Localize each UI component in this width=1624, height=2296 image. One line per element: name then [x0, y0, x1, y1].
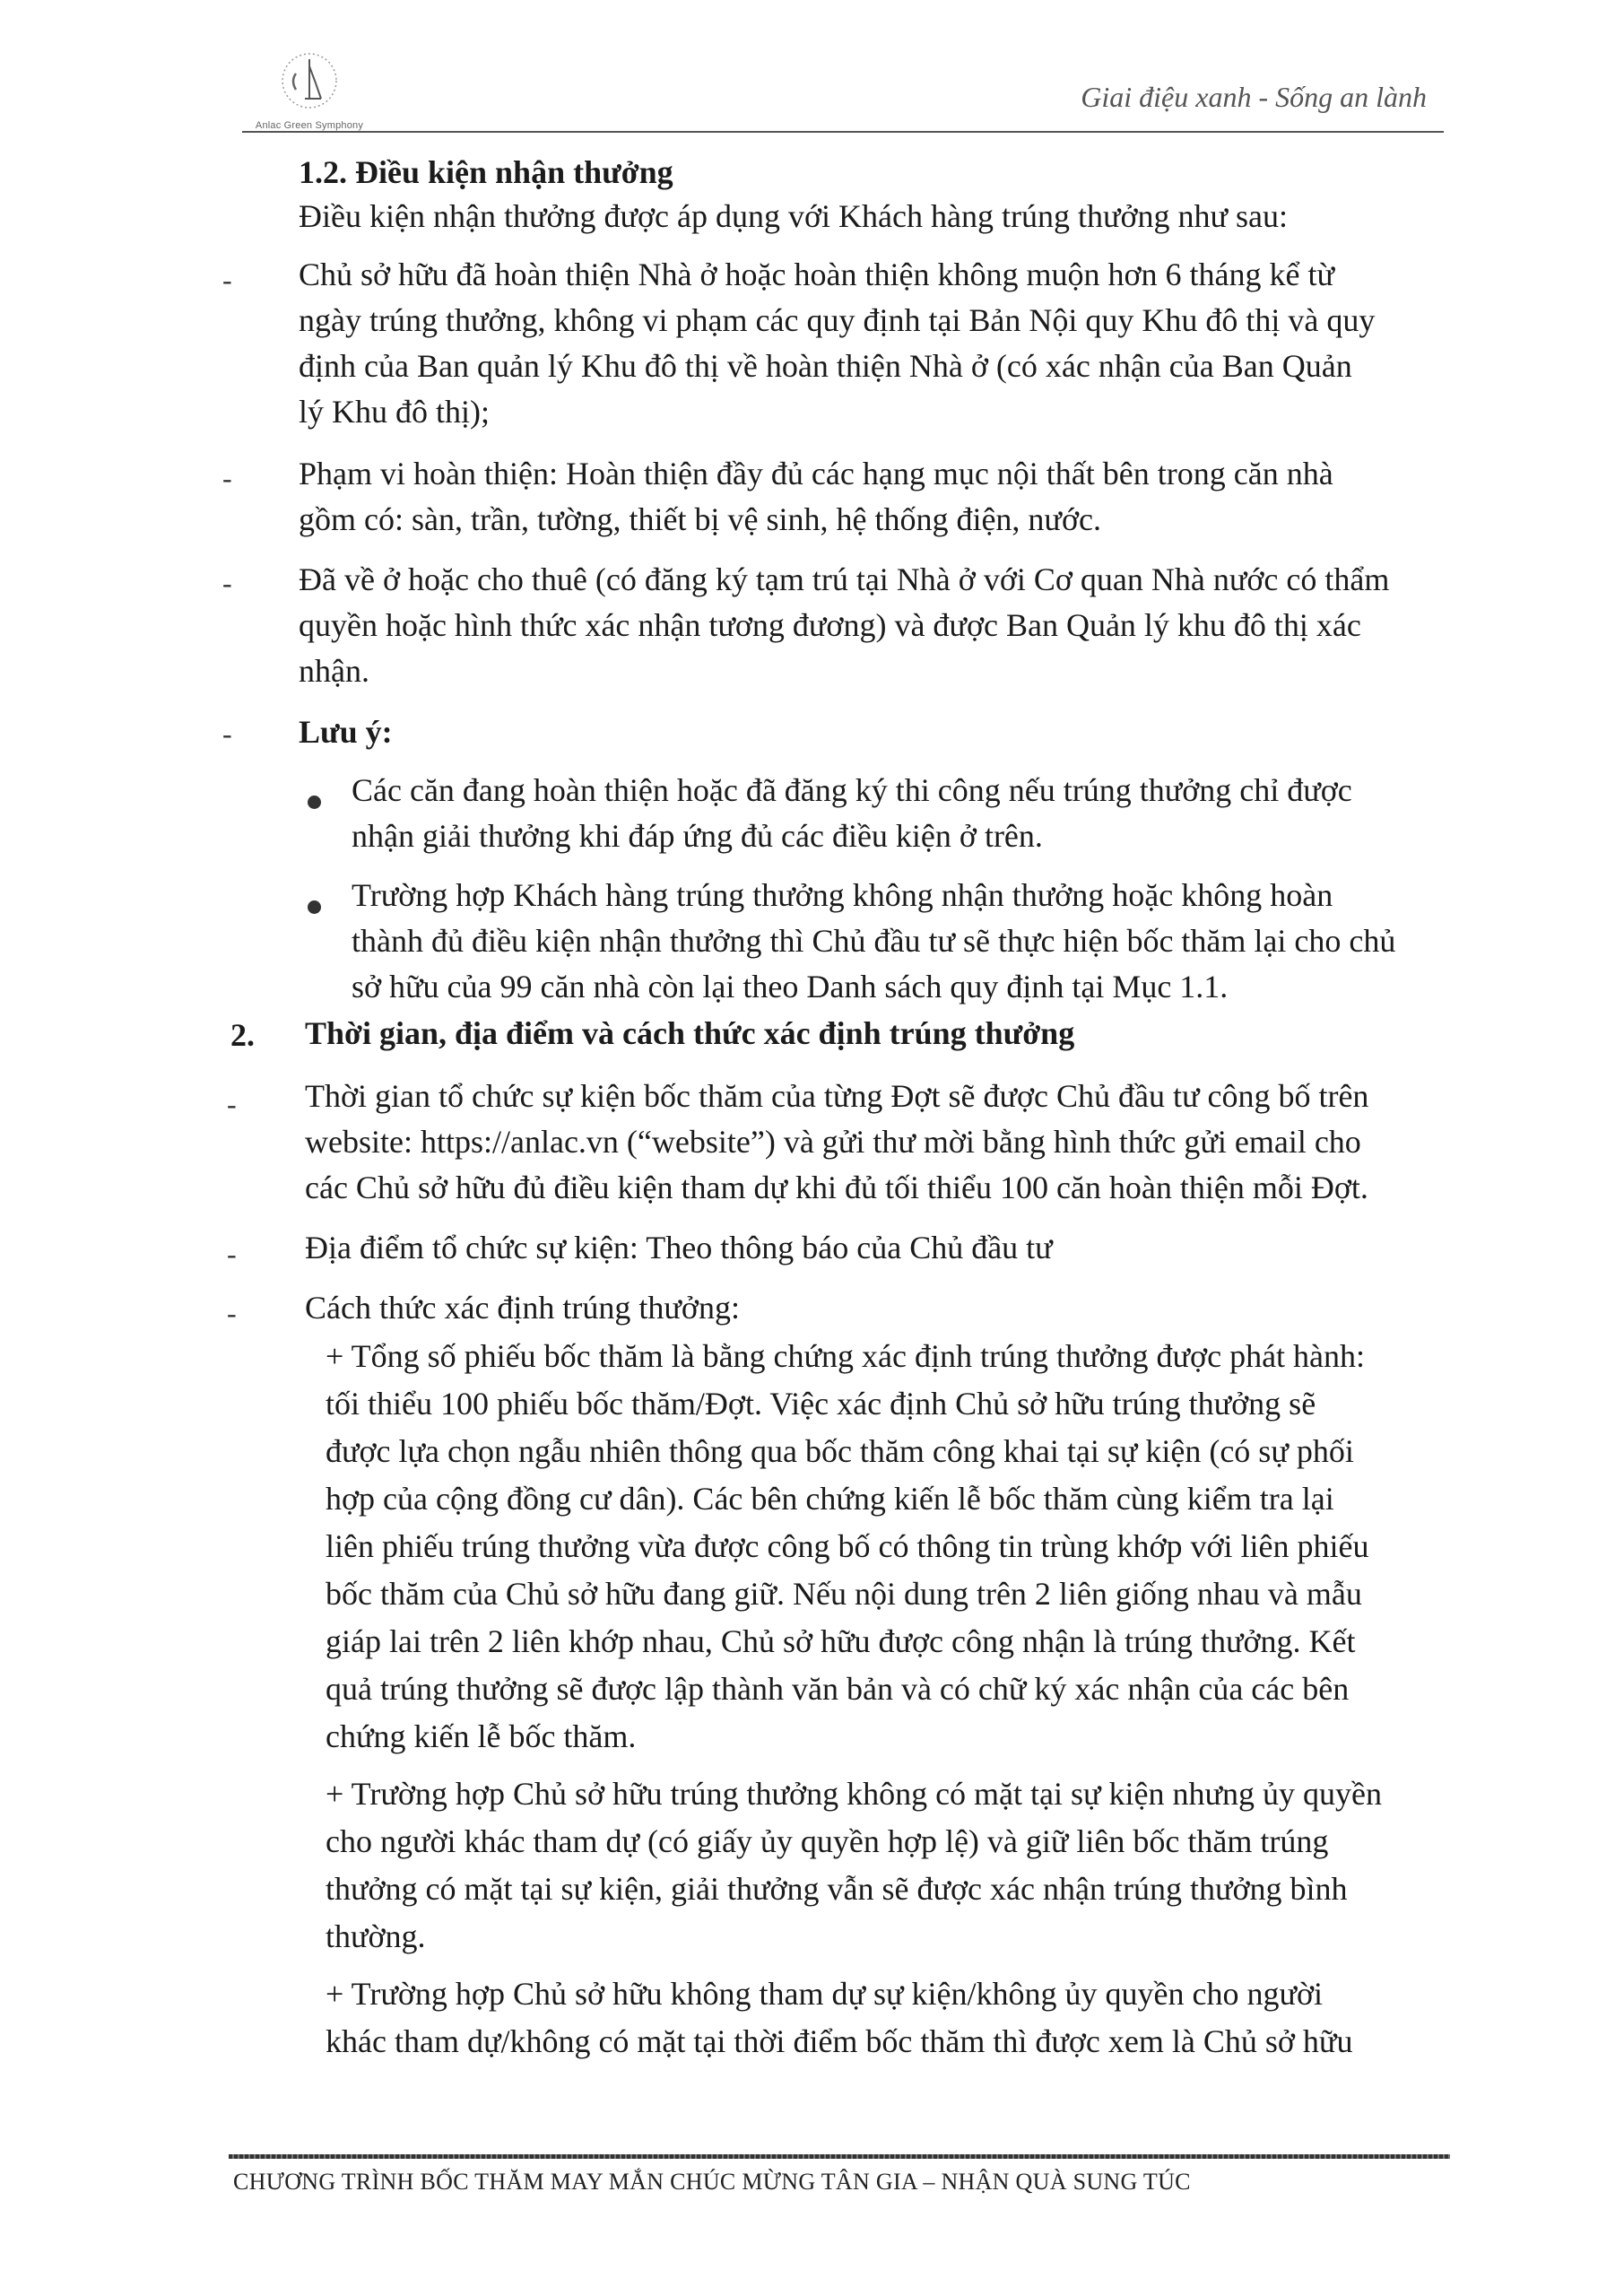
method-plus-1-line-7: giáp lai trên 2 liên khớp nhau, Chủ sở hữu được công nhận là trúng thưởng. Kết — [326, 1623, 1356, 1659]
method-plus-1-line-2: tối thiểu 100 phiếu bốc thăm/Đợt. Việc xác định Chủ sở hữu trúng thưởng sẽ — [326, 1386, 1316, 1422]
note-2-line-2: thành đủ điều kiện nhận thưởng thì Chủ đầu tư sẽ thực hiện bốc thăm lại cho chủ — [352, 923, 1396, 959]
method-plus-2-line-1: + Trường hợp Chủ sở hữu trúng thưởng không có mặt tại sự kiện nhưng ủy quyền — [326, 1776, 1382, 1812]
dash-bullet: - — [222, 567, 232, 599]
section-2-number: 2. — [230, 1017, 255, 1053]
timing-line-2: website: https://anlac.vn (“website”) và gửi thư mời bằng hình thức gửi email cho — [305, 1124, 1361, 1160]
condition-2-line-2: gồm có: sàn, trần, tường, thiết bị vệ sinh, hệ thống điện, nước. — [299, 501, 1101, 537]
method-plus-1-line-6: bốc thăm của Chủ sở hữu đang giữ. Nếu nội dung trên 2 liên giống nhau và mẫu — [326, 1576, 1362, 1612]
section-1-2-heading: 1.2. Điều kiện nhận thưởng — [299, 154, 673, 190]
method-plus-1-line-5: liên phiếu trúng thưởng vừa được công bố có thông tin trùng khớp với liên phiếu — [326, 1528, 1369, 1564]
note-1-line-2: nhận giải thưởng khi đáp ứng đủ các điều kiện ở trên. — [352, 818, 1043, 854]
section-2-heading: Thời gian, địa điểm và cách thức xác định trúng thưởng — [305, 1015, 1075, 1051]
condition-3-line-1: Đã về ở hoặc cho thuê (có đăng ký tạm trú tại Nhà ở với Cơ quan Nhà nước có thẩm — [299, 561, 1390, 597]
header-divider — [242, 131, 1444, 133]
section-1-2-intro: Điều kiện nhận thưởng được áp dụng với Khách hàng trúng thưởng như sau: — [299, 198, 1289, 234]
method-plus-3-line-1: + Trường hợp Chủ sở hữu không tham dự sự kiện/không ủy quyền cho người — [326, 1976, 1324, 2012]
dash-bullet: - — [222, 718, 232, 750]
note-2-line-3: sở hữu của 99 căn nhà còn lại theo Danh sách quy định tại Mục 1.1. — [352, 969, 1229, 1004]
timing-line-1: Thời gian tổ chức sự kiện bốc thăm của từng Đợt sẽ được Chủ đầu tư công bố trên — [305, 1078, 1369, 1114]
footer-program-title: CHƯƠNG TRÌNH BỐC THĂM MAY MẮN CHÚC MỪNG TÂN GIA – NHẬN QUÀ SUNG TÚC — [233, 2169, 1191, 2195]
round-bullet-icon — [308, 900, 321, 914]
method-plus-1-line-8: quả trúng thưởng sẽ được lập thành văn bản và có chữ ký xác nhận của các bên — [326, 1671, 1350, 1707]
method-plus-2-line-2: cho người khác tham dự (có giấy ủy quyền hợp lệ) và giữ liên bốc thăm trúng — [326, 1823, 1329, 1859]
condition-1-line-1: Chủ sở hữu đã hoàn thiện Nhà ở hoặc hoàn thiện không muộn hơn 6 tháng kể từ — [299, 257, 1334, 292]
method-plus-1-line-9: chứng kiến lễ bốc thăm. — [326, 1718, 637, 1754]
logo-mark-icon — [269, 47, 350, 118]
dash-bullet: - — [222, 462, 232, 494]
method-plus-1-line-3: được lựa chọn ngẫu nhiên thông qua bốc thăm công khai tại sự kiện (có sự phối — [326, 1433, 1354, 1469]
round-bullet-icon — [308, 796, 321, 809]
method-plus-1-line-1: + Tổng số phiếu bốc thăm là bằng chứng xác định trúng thưởng được phát hành: — [326, 1338, 1366, 1374]
condition-1-line-2: ngày trúng thưởng, không vi phạm các quy định tại Bản Nội quy Khu đô thị và quy — [299, 302, 1376, 338]
dash-bullet: - — [227, 1297, 237, 1329]
condition-1-line-4: lý Khu đô thị); — [299, 394, 490, 430]
note-2-line-1: Trường hợp Khách hàng trúng thưởng không nhận thưởng hoặc không hoàn — [352, 877, 1333, 913]
timing-line-3: các Chủ sở hữu đủ điều kiện tham dự khi đủ tối thiểu 100 căn hoàn thiện mỗi Đợt. — [305, 1170, 1368, 1205]
dash-bullet: - — [227, 1088, 237, 1120]
company-logo — [242, 47, 377, 136]
dash-bullet: - — [222, 264, 232, 296]
method-line: Cách thức xác định trúng thưởng: — [305, 1290, 740, 1326]
condition-3-line-3: nhận. — [299, 653, 369, 689]
condition-2-line-1: Phạm vi hoàn thiện: Hoàn thiện đầy đủ các hạng mục nội thất bên trong căn nhà — [299, 456, 1333, 491]
location-line: Địa điểm tổ chức sự kiện: Theo thông báo của Chủ đầu tư — [305, 1230, 1053, 1265]
note-1-line-1: Các căn đang hoàn thiện hoặc đã đăng ký thi công nếu trúng thưởng chỉ được — [352, 772, 1352, 808]
logo-text: Anlac Green Symphony — [255, 120, 364, 131]
method-plus-1-line-4: hợp của cộng đồng cư dân). Các bên chứng kiến lễ bốc thăm cùng kiểm tra lại — [326, 1481, 1334, 1517]
condition-3-line-2: quyền hoặc hình thức xác nhận tương đương) và được Ban Quản lý khu đô thị xác — [299, 607, 1361, 643]
condition-1-line-3: định của Ban quản lý Khu đô thị về hoàn thiện Nhà ở (có xác nhận của Ban Quản — [299, 348, 1352, 384]
method-plus-2-line-4: thường. — [326, 1918, 426, 1954]
method-plus-2-line-3: thưởng có mặt tại sự kiện, giải thưởng vẫn sẽ được xác nhận trúng thưởng bình — [326, 1871, 1348, 1907]
note-label: Lưu ý: — [299, 714, 393, 750]
dash-bullet: - — [227, 1238, 237, 1270]
method-plus-3-line-2: khác tham dự/không có mặt tại thời điểm bốc thăm thì được xem là Chủ sở hữu — [326, 2023, 1353, 2059]
footer-divider — [229, 2154, 1450, 2159]
header-slogan: Giai điệu xanh - Sống an lành — [1081, 81, 1427, 113]
